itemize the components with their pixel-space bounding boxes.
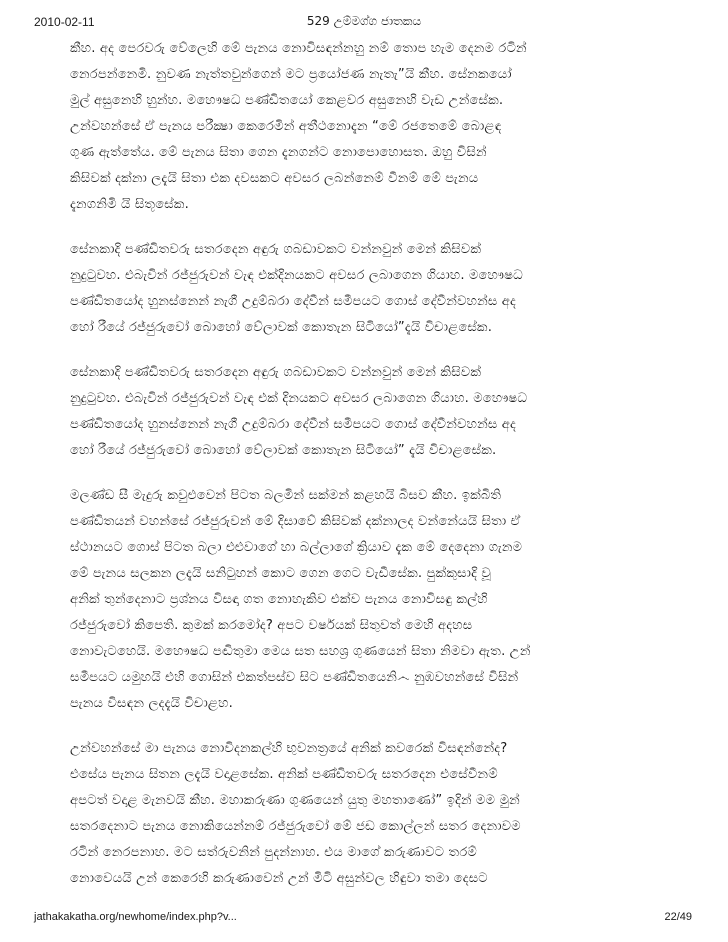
text-line: සේනකාදි පණ්ඩිතවරු සතරදෙන අඳුරු ගබඩාවකට වන්නවුන් මෙන් කිසිවක් xyxy=(70,365,482,380)
paragraph-2 xyxy=(70,237,670,341)
text-line: මේ පැනය සලකන ලදැයි සනිටුහන් කොට ගෙන ගෙට වැඩීසේක. පුක්කුසාදි වූ xyxy=(70,566,491,581)
text-line: සතරදෙනාට පැනය නොකියෙන්නම් රජ්ජුරුවෝ මේ ජඩ කොල්ලන් සතර දෙනාවම xyxy=(70,819,521,834)
text-line: දැනගනිමි යි සිතූසේක. xyxy=(70,197,189,212)
footer-page-number: 22/49 xyxy=(664,911,692,923)
header-title: 529 උම්මග්ග ජාතකය xyxy=(306,14,422,28)
text-line: ගුණ ඇත්තේය. මේ පැනය සිතා ගෙන දැනගන්ට නොපොහොසත. ඔහු විසින් xyxy=(70,145,487,160)
text-line: ස්ථානයට ගොස් පිටත බලා එළුවාගේ හා බල්ලාගේ ක්‍රියාව දැක මේ දෙදෙනා ගැනම xyxy=(70,540,523,555)
text-line: පණ්ඩිතයෝද හුනස්නෙන් නැගී උදුම්බරා දේවීන් සමීපයට ගොස් දේවීන්වහන්ස අද xyxy=(70,417,516,432)
text-line: පැනය විසඳන ලදදැයි විචාළහ. xyxy=(70,696,233,711)
text-line: රජ්ජුරුවෝ කිපෙති. කුමක් කරමෝද? අපට වර්ෂයක් සිතුවත් මෙහි අදහස xyxy=(70,618,473,633)
text-line: රටින් නෙරපනාහ. මට සත්රුවනින් පුදන්නාහ. එය මාගේ කරුණාවට තරම් xyxy=(70,845,478,860)
paragraph-3 xyxy=(70,360,670,464)
text-line: සමීපයට යමුහයි එහි ගොසින් එකත්පස්ව සිට පණ්ඩිතයෙනි෴ නුඹවහන්සේ විසින් xyxy=(70,670,519,685)
text-line: කිසිවක් දක්නා ලදැයි සිතා එක දවසකට අවසර ලබන්නෙම් වීනම් මේ පැනය xyxy=(70,171,479,186)
text-line: පණ්ඩිතයන් වහන්සේ රජ්ජුරුවන් මේ දිසාවේ කිසිවක් දක්නාලද වන්නේයයි සිතා ඒ xyxy=(70,514,521,529)
footer-url: jathakakatha.org/newhome/index.php?v... xyxy=(34,911,237,923)
text-line: හෝ රීයේ රජ්ජුරුවෝ බොහෝ වේලාවක් කොතැන සිටියෝ” දැයි විචාළසේක. xyxy=(70,443,497,458)
text-line: අනික් තුන්දෙනාට ප්‍රශ්නය විසඳා ගත නොහැකිව එක්ව පැනය නොවිසඳු කල්හි xyxy=(70,592,488,607)
text-line: උන්වහන්සේ ඒ පැනය පරීක්‍ෂා කෙරෙමින් අතීථනොදැන “මේ රජතෙමේ බොළඳ xyxy=(70,119,502,134)
text-line: හෝ රීයේ රජ්ජුරුවෝ බොහෝ වේලාවක් කොතැන සිටියෝ”දැයි විචාළසේක. xyxy=(70,320,492,335)
paragraph-4 xyxy=(70,483,670,717)
text-line: කීහ. අද පෙරවරු වේලෙහි මේ පැනය නොවිසඳන්නහු නම් තොප හැම දෙනම රටින් xyxy=(70,41,527,56)
document-body xyxy=(70,36,670,911)
header-date: 2010-02-11 xyxy=(34,15,95,29)
text-line: මුල් අසුනෙහි හුන්හ. මහෞෂධ පණ්ඩිතයෝ කෙළවර අසුනෙහි වැඩ උන්සේක. xyxy=(70,93,504,108)
text-line: සේනකාදි පණ්ඩිතවරු සතරදෙන අඳුරු ගබඩාවකට වන්නවුන් මෙන් කිසිවක් xyxy=(70,242,482,257)
paragraph-1 xyxy=(70,36,670,218)
text-line: එසේය පැනය සිතන ලදැයි වදාළසේක. අනික් පණ්ඩිතවරු සතරදෙන එසේවීනම් xyxy=(70,767,498,782)
text-line: අපටත් වදාළ මැනවයි කීහ. මහාකරුණා ගුණයෙන් යුතු මහතාණෝ” ඉදින් මම මුන් xyxy=(70,793,520,808)
text-line: පණ්ඩිතයෝද හුනස්නෙන් නැගී උදුම්බරා දේවීන් සමීපයට ගොස් දේවීන්වහන්ස අද xyxy=(70,294,516,309)
text-line: නුදුටුවහ. එබැවින් රජ්ජුරුවන් වැඳ එක් දිනයකට අවසර ලබාගෙන ගියාහ. මහෞෂධ xyxy=(70,391,528,406)
text-line: නොවෙයයි උන් කෙරෙහි කරුණාවෙන් උන් මිටි අසුන්වල හිඳුවා තමා දෙසට xyxy=(70,871,488,886)
text-line: නෙරපන්නෙමි. නුවණ නැත්තවුන්ගෙන් මට ප්‍රයෝජණ නැතැ”යි කීහ. සේනකයෝ xyxy=(70,67,512,82)
text-line: උන්වහන්සේ මා පැනය නොවිදනකල්හි භුවනත්‍රයේ අනික් කවරෙක් විසඳන්නේද? xyxy=(70,741,508,756)
text-line: නුදුටුවහ. එබැවින් රජ්ජුරුවන් වැඳ එක්දිනයකට අවසර ලබාගෙන ගියාහ. මහෞෂධ xyxy=(70,268,523,283)
text-line: නොවැටහෙයි. මහෞෂධ පඬිතුමා මෙය සත සහශ්‍ර ගුණයෙන් සිතා නිමවා ඇත. උන් xyxy=(70,644,531,659)
paragraph-5 xyxy=(70,736,670,892)
text-line: මලණ්ඩ සී මැදුරු කවුළුවෙන් පිටත බලමින් සක්මන් කළහයි බිසව කීහ. ඉක්බිති xyxy=(70,488,502,503)
